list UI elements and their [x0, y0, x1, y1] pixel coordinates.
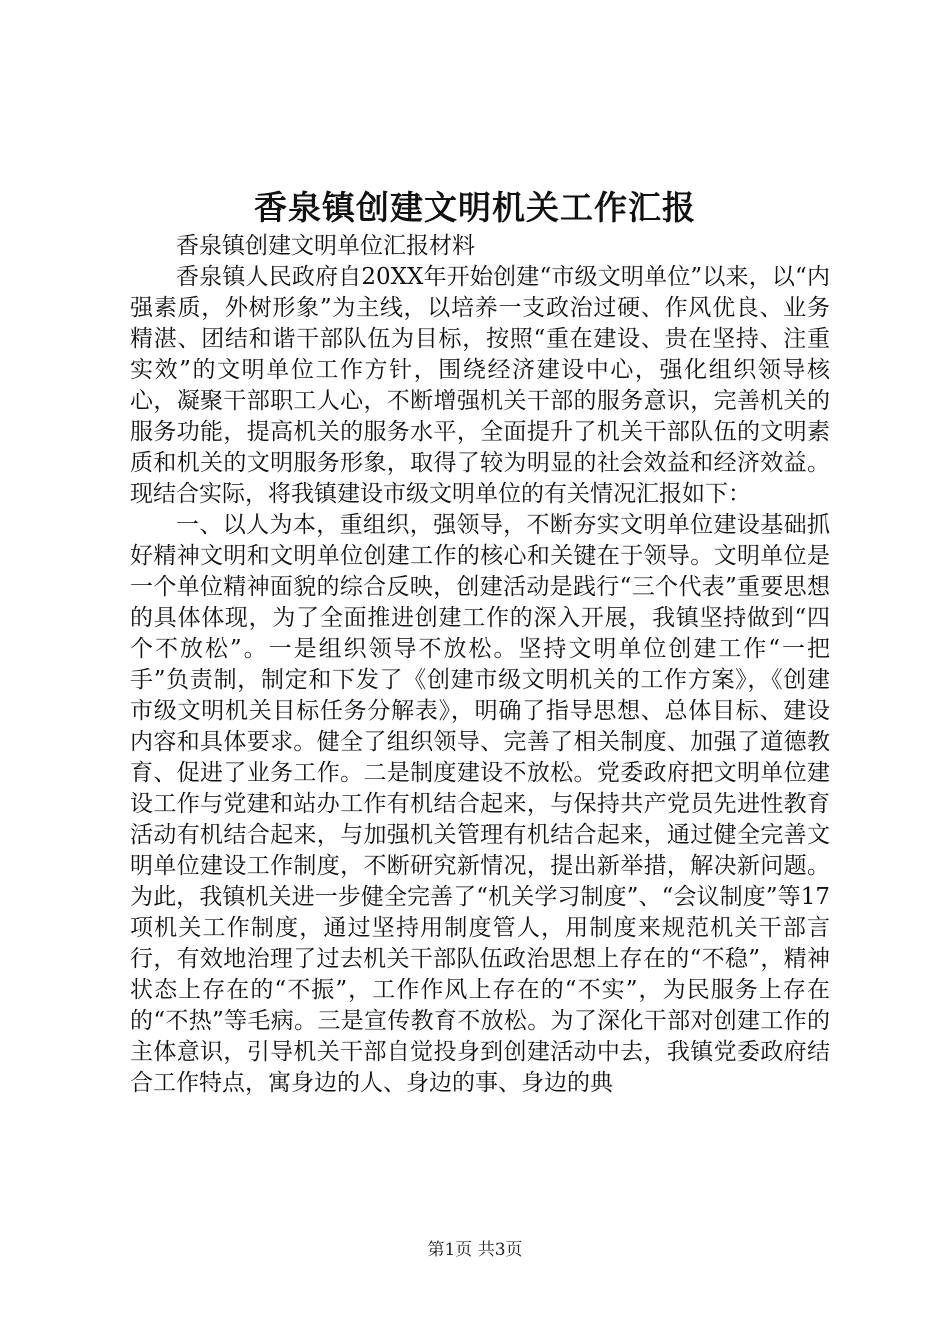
paragraph-section-one: 一、以人为本，重组织，强领导，不断夯实文明单位建设基础抓好精神文明和文明单位创建工作的核心和关键在于领导。文明单位是一个单位精神面貌的综合反映，创建活动是践行“三个代表”重要思想的具体体现，为了全面推进创建工作的深入开展，我镇坚持做到“四个不放松”。一是组织领导不放松。坚持文明单位创建工作“一把手”负责制，制定和下发了《创建市级文明机关的工作方案》，《创建市级文明机关目标任务分解表》，明确了指导思想、总体目标、建设内容和具体要求。健全了组织领导、完善了相关制度、加强了道德教育、促进了业务工作。二是制度建设不放松。党委政府把文明单位建设工作与党建和站办工作有机结合起来，与保持共产党员先进性教育活动有机结合起来，与加强机关管理有机结合起来，通过健全完善文明单位建设工作制度，不断研究新情况，提出新举措，解决新问题。为此，我镇机关进一步健全完善了“机关学习制度”、“会议制度”等17项机关工作制度，通过坚持用制度管人，用制度来规范机关干部言行，有效地治理了过去机关干部队伍政治思想上存在的“不稳”，精神状态上存在的“不振”，工作作风上存在的“不实”，为民服务上存在的“不热”等毛病。三是宣传教育不放松。为了深化干部对创建工作的主体意识，引导机关干部自觉投身到创建活动中去，我镇党委政府结合工作特点，寓身边的人、身边的事、身边的典 — [130, 512, 830, 1096]
paragraph-intro: 香泉镇人民政府自20XX年开始创建“市级文明单位”以来，以“内强素质，外树形象”为主线，以培养一支政治过硬、作风优良、业务精湛、团结和谐干部队伍为目标，按照“重在建设、贵在坚持、注重实效”的文明单位工作方针，围绕经济建设中心，强化组织领导核心，凝聚干部职工人心，不断增强机关干部的服务意识，完善机关的服务功能，提高机关的服务水平，全面提升了机关干部队伍的文明素质和机关的文明服务形象，取得了较为明显的社会效益和经济效益。现结合实际，将我镇建设市级文明单位的有关情况汇报如下： — [130, 264, 830, 507]
document-title: 香泉镇创建文明机关工作汇报 — [254, 188, 696, 227]
paragraph-subtitle: 香泉镇创建文明单位汇报材料 — [176, 233, 475, 259]
document-body — [130, 231, 830, 1099]
page-footer: 第1页 共3页 — [427, 1240, 523, 1260]
